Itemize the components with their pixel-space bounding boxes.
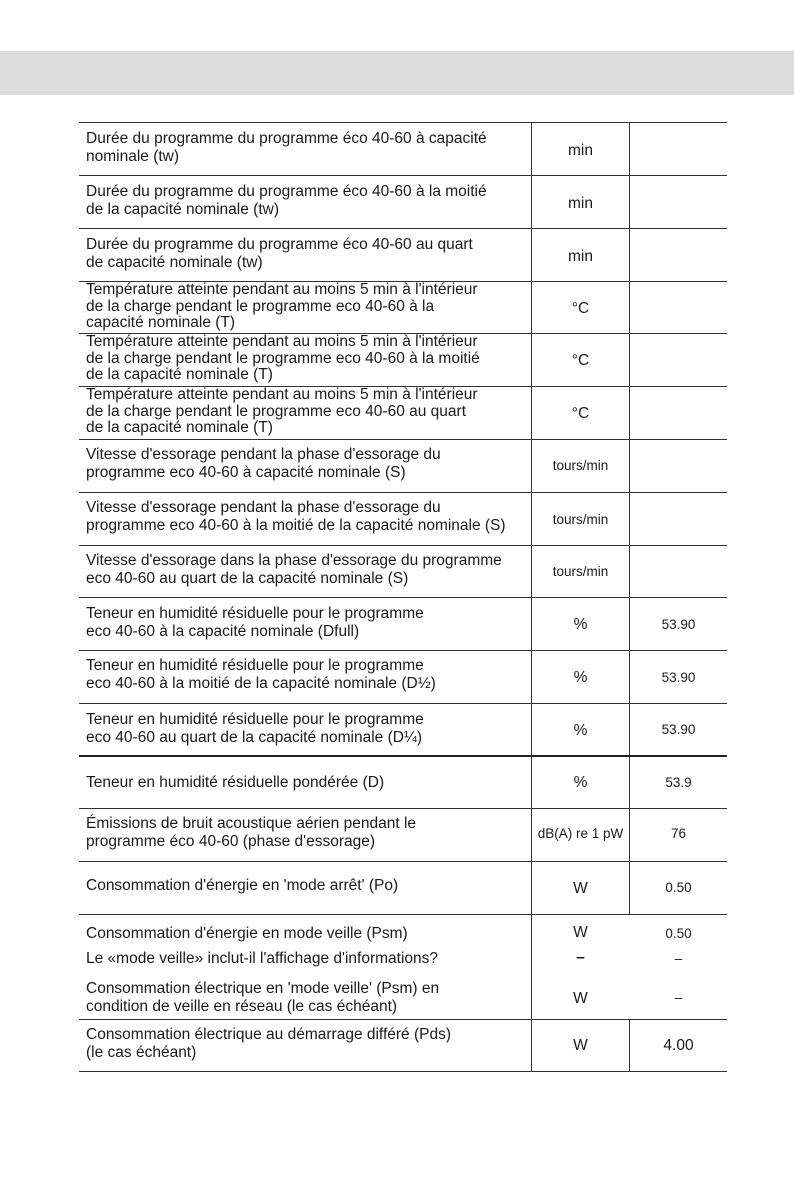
row-description: Vitesse d'essorage pendant la phase d'essorage du programme eco 40-60 à capacité nominale (S) [86,446,441,481]
row-value: 0.50 [665,926,692,941]
column-divider [629,122,630,914]
row-unit: % [573,616,588,633]
row-unit: °C [571,352,590,369]
row-unit: – [576,949,585,966]
row-unit: % [573,722,588,739]
row-description: Teneur en humidité résiduelle pour le programme eco 40-60 à la moitié de la capacité nominale (D½) [86,657,436,692]
row-description: Teneur en humidité résiduelle pour le programme eco 40-60 au quart de la capacité nominale (D¼) [86,711,424,746]
row-description: Consommation électrique au démarrage différé (Pds) (le cas échéant) [86,1026,452,1061]
row-unit: % [573,774,588,791]
row-description: Vitesse d'essorage pendant la phase d'essorage du programme eco 40-60 à la moitié de la capacité nominale (S) [86,499,506,534]
row-unit: min [568,142,593,159]
row-unit: tours/min [552,512,609,527]
row-description: Température atteinte pendant au moins 5 min à l'intérieur de la charge pendant le programme eco 40-60 à la capacité nominale (T) [86,281,478,331]
row-unit: W [573,880,588,897]
row-value: 4.00 [663,1037,694,1054]
row-unit: °C [571,300,590,317]
row-value: – [674,951,683,966]
row-unit: W [573,1037,588,1054]
row-unit: W [573,990,588,1007]
table-bottom-border [79,1071,727,1072]
row-value: – [674,990,683,1005]
row-value: 76 [670,826,687,841]
row-description: Durée du programme du programme éco 40-60 au quart de capacité nominale (tw) [86,236,473,271]
table-row-group [79,914,727,1019]
row-unit: min [568,248,593,265]
row-unit: W [573,924,588,941]
row-unit: min [568,195,593,212]
row-unit: tours/min [552,564,609,579]
row-description: Teneur en humidité résiduelle pour le programme eco 40-60 à la capacité nominale (Dfull) [86,605,424,640]
row-value: 53.90 [661,722,696,737]
row-value: 0.50 [665,880,692,895]
row-unit: % [573,669,588,686]
row-description: Le «mode veille» inclut-il l'affichage d'informations? [86,950,438,967]
row-description: Durée du programme du programme éco 40-60 à la moitié de la capacité nominale (tw) [86,183,487,218]
row-description: Température atteinte pendant au moins 5 min à l'intérieur de la charge pendant le programme eco 40-60 à la moitié de la capacité nominale (T) [86,333,480,383]
row-description: Vitesse d'essorage dans la phase d'essorage du programme eco 40-60 au quart de la capacité nominale (S) [86,552,502,587]
row-unit: °C [571,405,590,422]
row-unit: dB(A) re 1 pW [537,826,624,841]
row-description: Teneur en humidité résiduelle pondérée (D) [86,774,385,791]
row-description: Émissions de bruit acoustique aérien pendant le programme éco 40-60 (phase d'essorage) [86,815,417,850]
header-band [0,51,794,95]
column-divider [629,1019,630,1071]
row-description: Consommation électrique en 'mode veille' (Psm) en condition de veille en réseau (le cas échéant) [86,980,440,1015]
row-value: 53.90 [661,670,696,685]
row-description: Consommation d'énergie en mode veille (Psm) [86,925,408,942]
row-unit: tours/min [552,458,609,473]
row-description: Température atteinte pendant au moins 5 min à l'intérieur de la charge pendant le programme eco 40-60 au quart de la capacité nominale (T) [86,386,478,436]
row-description: Consommation d'énergie en 'mode arrêt' (Po) [86,877,399,894]
row-value: 53.9 [665,775,692,790]
column-divider [531,122,532,1071]
row-value: 53.90 [661,617,696,632]
row-description: Durée du programme du programme éco 40-60 à capacité nominale (tw) [86,130,487,165]
